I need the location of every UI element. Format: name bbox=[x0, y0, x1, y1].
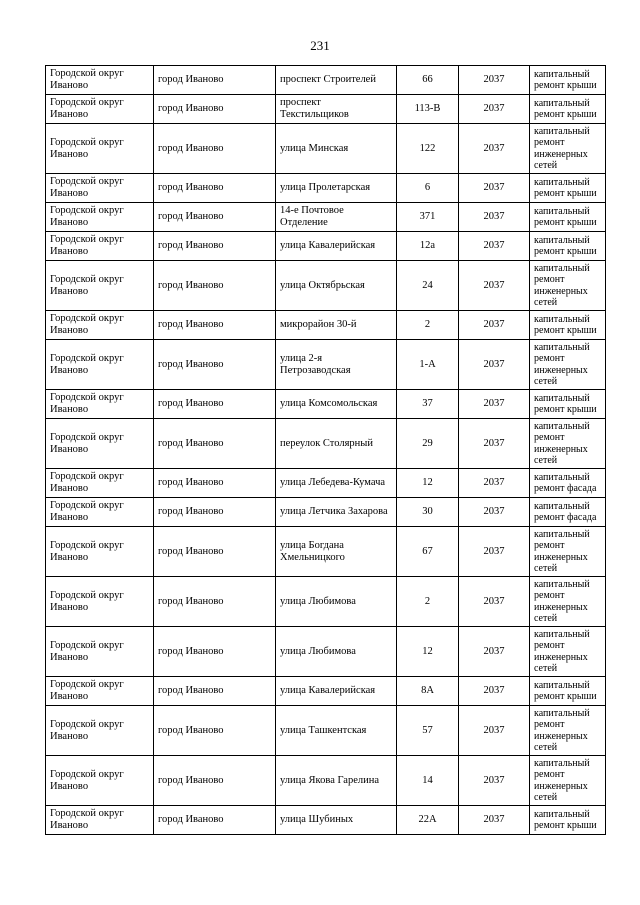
table-row bbox=[46, 390, 606, 419]
year-cell: 2037 bbox=[459, 232, 530, 261]
year-cell: 2037 bbox=[459, 806, 530, 835]
street-cell: улица Любимова bbox=[276, 627, 397, 677]
table-row bbox=[46, 419, 606, 469]
year-cell: 2037 bbox=[459, 469, 530, 498]
work-type-cell: капитальный ремонт инженерных сетей bbox=[530, 124, 606, 174]
table-row bbox=[46, 340, 606, 390]
work-type-cell: капитальный ремонт фасада bbox=[530, 498, 606, 527]
year-cell: 2037 bbox=[459, 311, 530, 340]
year-cell: 2037 bbox=[459, 95, 530, 124]
house-number-cell: 12 bbox=[397, 627, 459, 677]
street-cell: улица Кавалерийская bbox=[276, 232, 397, 261]
city-cell: город Иваново bbox=[154, 419, 276, 469]
street-cell: улица Любимова bbox=[276, 577, 397, 627]
house-number-cell: 122 bbox=[397, 124, 459, 174]
municipality-cell: Городской округ Иваново bbox=[46, 261, 154, 311]
street-cell: улица Летчика Захарова bbox=[276, 498, 397, 527]
street-cell: проспект Строителей bbox=[276, 66, 397, 95]
table-row bbox=[46, 498, 606, 527]
work-type-cell: капитальный ремонт крыши bbox=[530, 174, 606, 203]
year-cell: 2037 bbox=[459, 340, 530, 390]
street-cell: улица Октябрьская bbox=[276, 261, 397, 311]
municipality-cell: Городской округ Иваново bbox=[46, 203, 154, 232]
street-cell: улица Комсомольская bbox=[276, 390, 397, 419]
house-number-cell: 29 bbox=[397, 419, 459, 469]
registry-table bbox=[45, 65, 606, 835]
municipality-cell: Городской округ Иваново bbox=[46, 174, 154, 203]
municipality-cell: Городской округ Иваново bbox=[46, 577, 154, 627]
house-number-cell: 8А bbox=[397, 677, 459, 706]
municipality-cell: Городской округ Иваново bbox=[46, 706, 154, 756]
work-type-cell: капитальный ремонт крыши bbox=[530, 232, 606, 261]
year-cell: 2037 bbox=[459, 124, 530, 174]
table-row bbox=[46, 174, 606, 203]
street-cell: улица Якова Гарелина bbox=[276, 756, 397, 806]
house-number-cell: 14 bbox=[397, 756, 459, 806]
municipality-cell: Городской округ Иваново bbox=[46, 806, 154, 835]
work-type-cell: капитальный ремонт крыши bbox=[530, 677, 606, 706]
table-row bbox=[46, 124, 606, 174]
page-number: 231 bbox=[310, 38, 330, 53]
year-cell: 2037 bbox=[459, 627, 530, 677]
table-row bbox=[46, 577, 606, 627]
city-cell: город Иваново bbox=[154, 174, 276, 203]
table-row bbox=[46, 95, 606, 124]
house-number-cell: 12а bbox=[397, 232, 459, 261]
city-cell: город Иваново bbox=[154, 311, 276, 340]
house-number-cell: 22А bbox=[397, 806, 459, 835]
house-number-cell: 2 bbox=[397, 577, 459, 627]
city-cell: город Иваново bbox=[154, 232, 276, 261]
municipality-cell: Городской округ Иваново bbox=[46, 756, 154, 806]
city-cell: город Иваново bbox=[154, 498, 276, 527]
municipality-cell: Городской округ Иваново bbox=[46, 124, 154, 174]
municipality-cell: Городской округ Иваново bbox=[46, 677, 154, 706]
work-type-cell: капитальный ремонт фасада bbox=[530, 469, 606, 498]
city-cell: город Иваново bbox=[154, 806, 276, 835]
table-row bbox=[46, 311, 606, 340]
house-number-cell: 12 bbox=[397, 469, 459, 498]
street-cell: улица Минская bbox=[276, 124, 397, 174]
work-type-cell: капитальный ремонт инженерных сетей bbox=[530, 340, 606, 390]
street-cell: улица Пролетарская bbox=[276, 174, 397, 203]
city-cell: город Иваново bbox=[154, 340, 276, 390]
municipality-cell: Городской округ Иваново bbox=[46, 498, 154, 527]
municipality-cell: Городской округ Иваново bbox=[46, 66, 154, 95]
municipality-cell: Городской округ Иваново bbox=[46, 469, 154, 498]
table-row bbox=[46, 677, 606, 706]
registry-table-body bbox=[46, 66, 606, 835]
street-cell: микрорайон 30-й bbox=[276, 311, 397, 340]
street-cell: 14-е Почтовое Отделение bbox=[276, 203, 397, 232]
city-cell: город Иваново bbox=[154, 577, 276, 627]
house-number-cell: 2 bbox=[397, 311, 459, 340]
city-cell: город Иваново bbox=[154, 627, 276, 677]
year-cell: 2037 bbox=[459, 66, 530, 95]
street-cell: улица 2-я Петрозаводская bbox=[276, 340, 397, 390]
municipality-cell: Городской округ Иваново bbox=[46, 419, 154, 469]
work-type-cell: капитальный ремонт крыши bbox=[530, 806, 606, 835]
work-type-cell: капитальный ремонт инженерных сетей bbox=[530, 527, 606, 577]
year-cell: 2037 bbox=[459, 419, 530, 469]
table-row bbox=[46, 203, 606, 232]
work-type-cell: капитальный ремонт крыши bbox=[530, 66, 606, 95]
work-type-cell: капитальный ремонт инженерных сетей bbox=[530, 706, 606, 756]
street-cell: проспект Текстильщиков bbox=[276, 95, 397, 124]
table-row bbox=[46, 806, 606, 835]
work-type-cell: капитальный ремонт инженерных сетей bbox=[530, 419, 606, 469]
city-cell: город Иваново bbox=[154, 677, 276, 706]
house-number-cell: 371 bbox=[397, 203, 459, 232]
municipality-cell: Городской округ Иваново bbox=[46, 340, 154, 390]
table-row bbox=[46, 627, 606, 677]
municipality-cell: Городской округ Иваново bbox=[46, 232, 154, 261]
table-row bbox=[46, 66, 606, 95]
work-type-cell: капитальный ремонт крыши bbox=[530, 203, 606, 232]
city-cell: город Иваново bbox=[154, 390, 276, 419]
municipality-cell: Городской округ Иваново bbox=[46, 95, 154, 124]
city-cell: город Иваново bbox=[154, 527, 276, 577]
year-cell: 2037 bbox=[459, 706, 530, 756]
table-row bbox=[46, 527, 606, 577]
house-number-cell: 113-В bbox=[397, 95, 459, 124]
municipality-cell: Городской округ Иваново bbox=[46, 311, 154, 340]
table-row bbox=[46, 261, 606, 311]
street-cell: улица Лебедева-Кумача bbox=[276, 469, 397, 498]
house-number-cell: 66 bbox=[397, 66, 459, 95]
table-row bbox=[46, 706, 606, 756]
work-type-cell: капитальный ремонт крыши bbox=[530, 390, 606, 419]
street-cell: улица Богдана Хмельницкого bbox=[276, 527, 397, 577]
year-cell: 2037 bbox=[459, 174, 530, 203]
year-cell: 2037 bbox=[459, 261, 530, 311]
work-type-cell: капитальный ремонт инженерных сетей bbox=[530, 756, 606, 806]
table-row bbox=[46, 232, 606, 261]
city-cell: город Иваново bbox=[154, 66, 276, 95]
year-cell: 2037 bbox=[459, 390, 530, 419]
house-number-cell: 30 bbox=[397, 498, 459, 527]
year-cell: 2037 bbox=[459, 677, 530, 706]
house-number-cell: 67 bbox=[397, 527, 459, 577]
house-number-cell: 1-А bbox=[397, 340, 459, 390]
year-cell: 2037 bbox=[459, 203, 530, 232]
table-row bbox=[46, 469, 606, 498]
street-cell: улица Шубиных bbox=[276, 806, 397, 835]
work-type-cell: капитальный ремонт инженерных сетей bbox=[530, 261, 606, 311]
year-cell: 2037 bbox=[459, 577, 530, 627]
work-type-cell: капитальный ремонт крыши bbox=[530, 311, 606, 340]
street-cell: переулок Столярный bbox=[276, 419, 397, 469]
municipality-cell: Городской округ Иваново bbox=[46, 390, 154, 419]
table-row bbox=[46, 756, 606, 806]
municipality-cell: Городской округ Иваново bbox=[46, 527, 154, 577]
house-number-cell: 57 bbox=[397, 706, 459, 756]
year-cell: 2037 bbox=[459, 756, 530, 806]
city-cell: город Иваново bbox=[154, 124, 276, 174]
city-cell: город Иваново bbox=[154, 469, 276, 498]
city-cell: город Иваново bbox=[154, 261, 276, 311]
street-cell: улица Ташкентская bbox=[276, 706, 397, 756]
work-type-cell: капитальный ремонт инженерных сетей bbox=[530, 577, 606, 627]
city-cell: город Иваново bbox=[154, 756, 276, 806]
municipality-cell: Городской округ Иваново bbox=[46, 627, 154, 677]
house-number-cell: 24 bbox=[397, 261, 459, 311]
year-cell: 2037 bbox=[459, 498, 530, 527]
city-cell: город Иваново bbox=[154, 203, 276, 232]
work-type-cell: капитальный ремонт крыши bbox=[530, 95, 606, 124]
year-cell: 2037 bbox=[459, 527, 530, 577]
house-number-cell: 6 bbox=[397, 174, 459, 203]
street-cell: улица Кавалерийская bbox=[276, 677, 397, 706]
work-type-cell: капитальный ремонт инженерных сетей bbox=[530, 627, 606, 677]
city-cell: город Иваново bbox=[154, 95, 276, 124]
city-cell: город Иваново bbox=[154, 706, 276, 756]
house-number-cell: 37 bbox=[397, 390, 459, 419]
